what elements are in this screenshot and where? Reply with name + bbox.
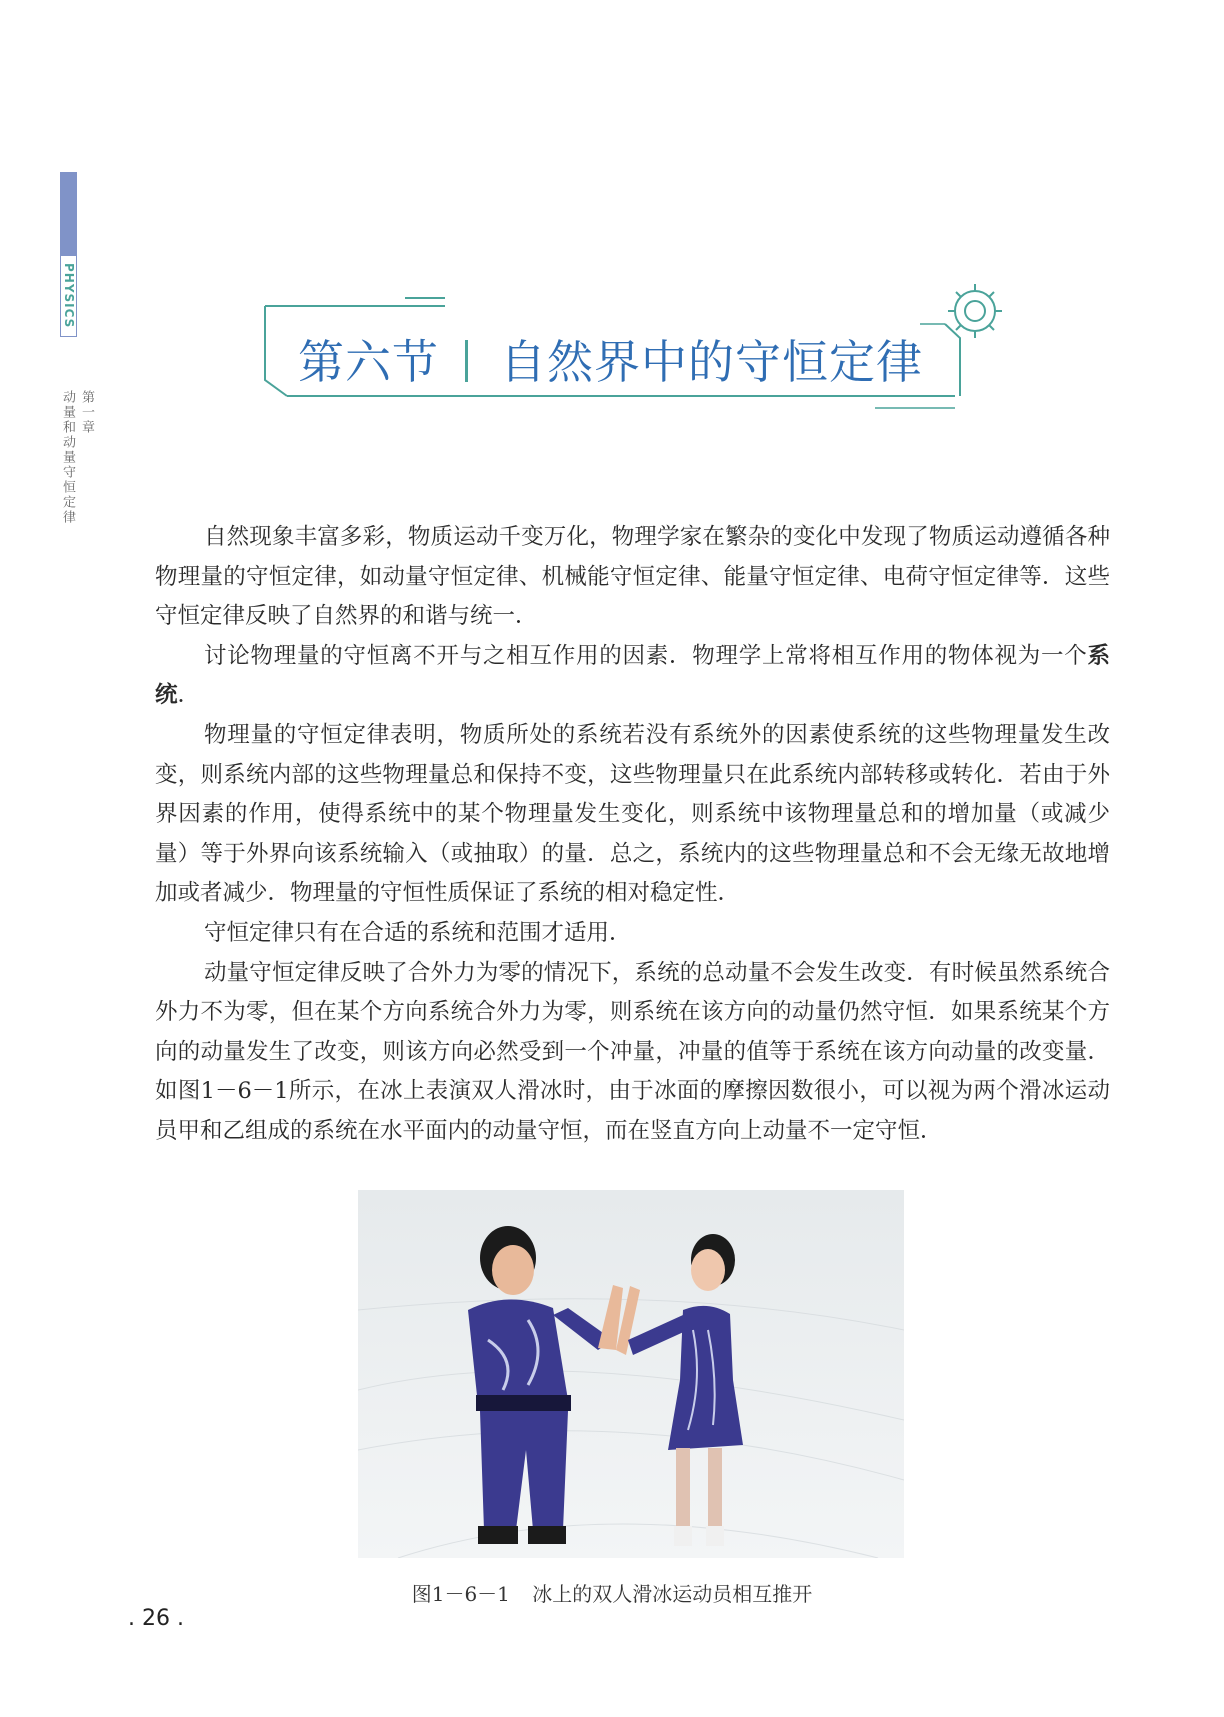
side-chapter-number: 第一章	[79, 390, 94, 435]
side-tab-label: PHYSICS	[60, 255, 77, 337]
paragraph: 物理量的守恒定律表明，物质所处的系统若没有系统外的因素使系统的这些物理量发生改变，则系统内部的这些物理量总和保持不变，这些物理量只在此系统内部转移或转化．若由于外界因素的作用，使得系统中的某个物理量发生变化，则系统中该物理量总和的增加量（或减少量）等于外界向该系统输入（或抽取）的量．总之，系统内的这些物理量总和不会无缘无故地增加或者减少．物理量的守恒性质保证了系统的相对稳定性．	[155, 721, 1110, 907]
figure-caption-text: 冰上的双人滑冰运动员相互推开	[532, 1582, 813, 1606]
side-chapter-label	[58, 390, 96, 525]
paragraph: 动量守恒定律反映了合外力为零的情况下，系统的总动量不会发生改变．有时候虽然系统合外力不为零，但在某个方向系统合外力为零，则系统在该方向的动量仍然守恒．如果系统某个方向的动量发生了改变，则该方向必然受到一个冲量，冲量的值等于系统在该方向动量的改变量．如图1－6－1所示，在冰上表演双人滑冰时，由于冰面的摩擦因数很小，可以视为两个滑冰运动员甲和乙组成的系统在水平面内的动量守恒，而在竖直方向上动量不一定守恒．	[155, 959, 1110, 1144]
figure-number: 图1－6－1	[411, 1582, 510, 1606]
figure-caption	[0, 1578, 1224, 1607]
paragraph: 守恒定律只有在合适的系统和范围才适用．	[204, 919, 632, 946]
section-number: 第六节	[298, 335, 439, 389]
bold-term: 系统	[155, 642, 1110, 709]
body-text	[155, 518, 1110, 1152]
title-divider	[465, 340, 468, 382]
figure-photo	[358, 1190, 904, 1558]
side-chapter-topic: 动量和动量守恒定律	[60, 390, 75, 525]
gear-icon	[940, 276, 1010, 346]
paragraph: 自然现象丰富多彩，物质运动千变万化，物理学家在繁杂的变化中发现了物质运动遵循各种物理量的守恒定律，如动量守恒定律、机械能守恒定律、能量守恒定律、电荷守恒定律等．这些守恒定律反映了自然界的和谐与统一．	[155, 524, 1110, 630]
page-number: . 26 .	[128, 1606, 184, 1631]
paragraph: 讨论物理量的守恒离不开与之相互作用的因素．物理学上常将相互作用的物体视为一个系统．	[155, 642, 1110, 709]
section-title: 自然界中的守恒定律	[500, 335, 923, 389]
